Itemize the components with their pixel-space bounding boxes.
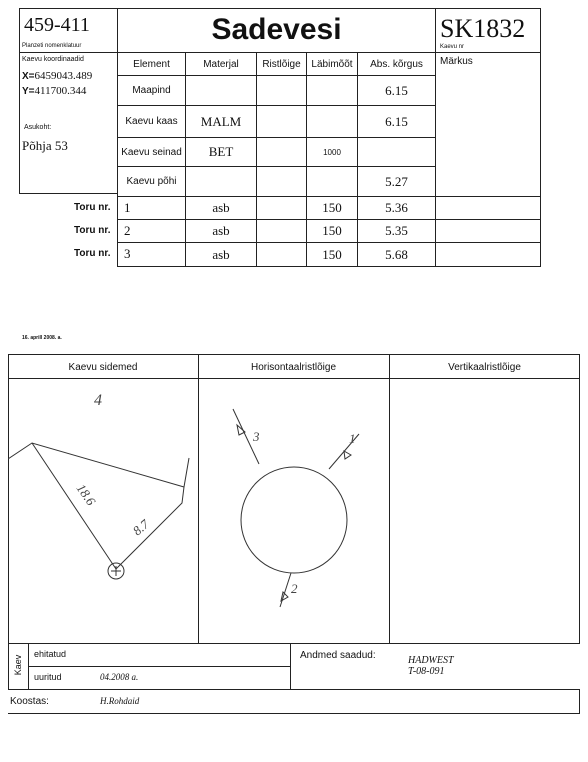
well-code: SK1832 xyxy=(440,14,526,43)
row-height: 5.27 xyxy=(385,173,408,189)
coord-x xyxy=(22,70,92,82)
well-code-caption: Kaevu nr xyxy=(440,44,465,50)
coord-x-value: 6459043.489 xyxy=(34,70,93,82)
map-sheet-caption: Planzeti nomenklatuur xyxy=(22,43,82,49)
document-date: 16. aprill 2008. a. xyxy=(22,335,62,341)
pipe-label: Toru nr. xyxy=(74,248,111,259)
pipe-mark-1: 1 xyxy=(349,431,356,446)
col-header-diameter: Läbimõõt xyxy=(311,58,353,70)
col-header-material: Materjal xyxy=(203,58,239,70)
map-sheet-number: 459-411 xyxy=(24,14,90,36)
author-value: H.Rohdaid xyxy=(100,696,140,706)
sketch-label-right: 8.7 xyxy=(129,516,152,539)
coord-y-value: 411700.344 xyxy=(34,85,87,97)
row-material: MALM xyxy=(200,113,242,129)
pipe-mark-3: 3 xyxy=(253,429,260,444)
row-material: BET xyxy=(208,144,234,159)
connections-sketch xyxy=(8,379,198,643)
row-element: Kaevu põhi xyxy=(126,176,177,187)
coord-y-label: Y= xyxy=(22,86,35,97)
location-label: Asukoht: xyxy=(24,124,52,131)
pipe-material: asb xyxy=(212,246,230,262)
page-title: Sadevesi xyxy=(211,13,342,46)
col-header-section: Ristlõige xyxy=(262,58,301,70)
pipe-nr: 2 xyxy=(124,223,131,238)
pipe-nr: 1 xyxy=(124,200,131,215)
coords-label: Kaevu koordinaadid xyxy=(22,56,84,63)
pipe-mark-2: 2 xyxy=(291,581,298,596)
pipe-label: Toru nr. xyxy=(74,225,111,236)
built-label: ehitatud xyxy=(34,649,67,659)
surveyed-value: 04.2008 a. xyxy=(100,672,139,682)
location-value: Põhja 53 xyxy=(22,138,68,153)
pipe-diameter: 150 xyxy=(322,200,342,215)
pipe-height: 5.68 xyxy=(385,246,408,262)
horizontal-section-sketch xyxy=(199,379,389,643)
pipe-diameter: 150 xyxy=(322,223,342,238)
pipe-nr: 3 xyxy=(124,246,131,261)
row-element: Maapind xyxy=(132,85,171,96)
col-header-notes: Märkus xyxy=(440,56,473,67)
well-info-table xyxy=(0,0,588,270)
row-diameter: 1000 xyxy=(323,147,341,157)
row-element: Kaevu seinad xyxy=(121,146,182,158)
sketch-label-top: 4 xyxy=(94,392,102,409)
coord-y xyxy=(22,85,86,97)
col-header-height: Abs. kõrgus xyxy=(370,58,423,70)
col-header-element: Element xyxy=(133,58,170,70)
row-element: Kaevu kaas xyxy=(125,116,178,127)
sketch-label-left: 18.6 xyxy=(73,480,99,509)
pipe-diameter: 150 xyxy=(322,246,342,262)
pipe-label: Toru nr. xyxy=(74,202,111,213)
drawing-header-vertical: Vertikaalristlõige xyxy=(448,362,521,373)
row-height: 6.15 xyxy=(385,113,408,129)
data-source-label: Andmed saadud: xyxy=(300,650,376,661)
pipe-height: 5.36 xyxy=(385,200,408,215)
pipe-material: asb xyxy=(212,223,230,238)
surveyed-label: uuritud xyxy=(34,672,62,682)
footer-block xyxy=(8,644,580,716)
drawing-header-horizontal: Horisontaalristlõige xyxy=(250,362,337,373)
author-label: Koostas: xyxy=(10,696,49,707)
coord-x-label: X= xyxy=(22,71,35,82)
row-height: 6.15 xyxy=(385,82,408,98)
data-source-value-1: HADWEST xyxy=(408,655,454,666)
pipe-height: 5.35 xyxy=(385,223,408,238)
pipe-material: asb xyxy=(212,200,230,215)
data-source-value-2: T-08-091 xyxy=(408,666,445,677)
side-label: Kaev xyxy=(13,654,23,676)
drawing-header-connections: Kaevu sidemed xyxy=(68,362,138,373)
